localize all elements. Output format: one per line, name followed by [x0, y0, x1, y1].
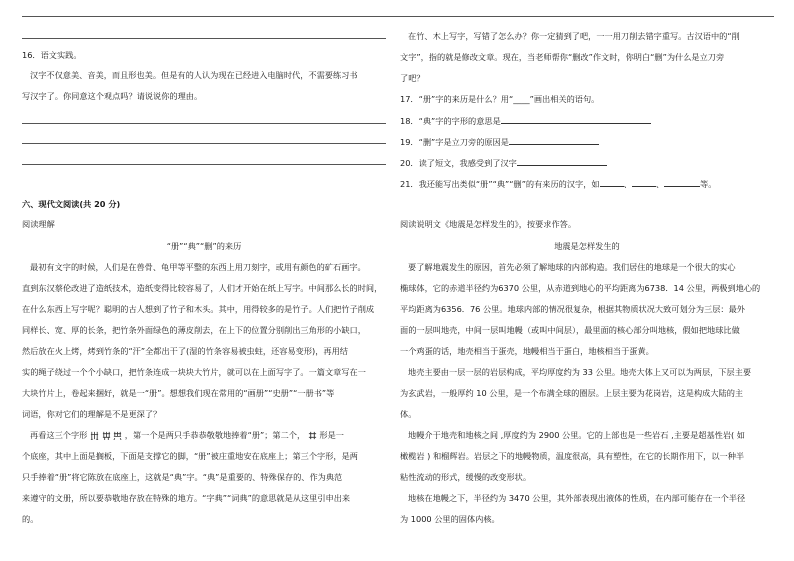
question-text: 21．我还能写出类似“册”“典”“删”的有来历的汉字，如 — [400, 179, 600, 189]
paragraph-line: 为 1000 公里的固体内核。 — [400, 514, 500, 524]
paragraph-line: 个底座，其中上面是搁板，下面是支撑它的脚，“册”被庄重地安在底座上；第三个字形，是两 — [22, 451, 358, 461]
question-17: 17．“册”字的来历是什么？用“____”画出相关的语句。 — [400, 94, 600, 104]
q16-heading: 16．语文实践。 — [22, 50, 82, 60]
paragraph-line: 直到东汉蔡伦改进了造纸技术，造纸变得比较容易了，人们才开始在纸上写字。中间那么长的时间， — [22, 283, 383, 293]
answer-blank[interactable] — [600, 178, 624, 187]
paragraph-line: 地幔介于地壳和地核之间 ,厚度约为 2900 公里。它的上部也是一些岩石 ,主要是超基性岩( 如 — [408, 430, 745, 440]
answer-line — [22, 38, 386, 39]
paragraph-line: 椭球体，它的赤道半径约为6370 公里，从赤道到地心的平均距离为6738．14 公里，两极到地心的 — [400, 283, 761, 293]
paragraph-line: 的。 — [22, 514, 39, 524]
paragraph-line: 然后放在火上烤，烤到竹条的“汗”全都出干了(湿的竹条容易被虫蛀，还容易变形)，再用结 — [22, 346, 348, 356]
ancient-glyph-icon — [90, 431, 99, 440]
ancient-glyph-icon — [102, 431, 111, 440]
question-text: 18．“典”字的字形的意思是 — [400, 116, 501, 126]
reading-label: 阅读理解 — [22, 219, 55, 229]
paragraph-line: 一个鸡蛋的话，地壳相当于蛋壳，地幔相当于蛋白，地核相当于蛋黄。 — [400, 346, 654, 356]
paragraph-line: 在竹、木上写字，写错了怎么办？你一定猜到了吧，一一用刀削去错字重写。古汉语中的“削 — [408, 31, 740, 41]
article-title: “册”“典”“删”的来历 — [166, 241, 242, 251]
paragraph-line: 了吧？ — [400, 73, 425, 83]
paragraph-line: 在什么东西上写字呢？聪明的古人想到了竹子和木头。其中，用得较多的是竹子。人们把竹子削成 — [22, 304, 375, 314]
paragraph-line: 大块竹片上，卷起来捆好，就是一“册”。想想我们现在常用的“画册”“史册”“一册书”等 — [22, 388, 335, 398]
section-title: 六、现代文阅读(共 20 分) — [22, 199, 121, 209]
paragraph-text: 形是一 — [319, 430, 344, 440]
separator: 、 — [623, 179, 632, 189]
paragraph-line: 同样长、宽、厚的长条，把竹条外面绿色的薄皮削去，在上下的位置分别削出三角形的小缺口， — [22, 325, 366, 335]
question-20 — [400, 157, 774, 169]
paragraph-line — [30, 430, 386, 441]
answer-line[interactable] — [22, 164, 386, 165]
question-21 — [400, 178, 774, 190]
paragraph-text: ，第一个是两只手恭恭敬敬地捧着“册”；第二个， — [124, 430, 306, 440]
question-19 — [400, 136, 774, 148]
paragraph-line: 橄榄岩 ) 和榴辉岩。岩层之下的地幔物质，温度很高，具有塑性，在它的长期作用下，以一种半 — [400, 451, 745, 461]
answer-line[interactable] — [22, 143, 386, 144]
question-text: 等。 — [700, 179, 717, 189]
q16-text: 汉字不仅意美、音美，而且形也美。但是有的人认为现在已经进入电脑时代，不需要练习书 — [30, 70, 358, 80]
q16-text: 写汉字了。你同意这个观点吗？请说说你的理由。 — [22, 91, 203, 101]
answer-blank[interactable] — [501, 115, 651, 124]
paragraph-line: 文字”，指的就是修改文章。现在，当老师帮你“删改”作文时，你明白“删”为什么是立刀旁 — [400, 52, 725, 62]
ancient-glyph-icon — [113, 431, 122, 440]
separator: 、 — [655, 179, 665, 189]
paragraph-line: 来遵守的文册，所以要恭敬地存放在特殊的地方。“字典”“词典”的意思就是从这里引申出来 — [22, 493, 351, 503]
paragraph-line: 地壳主要由一层一层的岩层构成，平均厚度约为 33 公里。地壳大体上又可以为两层，下层主要 — [408, 367, 752, 377]
answer-line[interactable] — [22, 123, 386, 124]
question-18 — [400, 115, 774, 127]
paragraph-line: 最初有文字的时候，人们是在兽骨、龟甲等平整的东西上用刀刻字，或用有颜色的矿石画字。 — [30, 262, 366, 272]
paragraph-line: 词语，你对它们的理解是不是更深了？ — [22, 409, 162, 419]
ancient-glyph-icon — [308, 431, 317, 440]
question-text: 19．“删”字是立刀旁的原因是 — [400, 137, 509, 147]
paragraph-text: 再看这三个字形 — [30, 430, 88, 440]
article-title: 地震是怎样发生的 — [554, 241, 620, 251]
answer-blank[interactable] — [509, 136, 599, 145]
top-rule — [22, 16, 774, 17]
answer-blank[interactable] — [632, 178, 656, 187]
question-text: 20．读了短文，我感受到了汉字 — [400, 158, 517, 168]
answer-blank[interactable] — [517, 157, 607, 166]
paragraph-line: 平均距离为6356．76 公里。地球内部的情况很复杂，根据其物质状况大致可划分为三层：最外 — [400, 304, 745, 314]
paragraph-line: 面的一层叫地壳，中间一层叫地幔（或叫中间层），最里面的核心部分叫地核，假如把地球比做 — [400, 325, 740, 335]
paragraph-line: 为玄武岩，一般厚约 10 公里，是一个布满全球的圈层。上层主要为花岗岩，这是构成大陆的主 — [400, 388, 744, 398]
paragraph-line: 实的绳子绕过一个个小缺口，把竹条连成一块块大竹片，就可以在上面写字了。一篇文章写在一 — [22, 367, 366, 377]
paragraph-line: 体。 — [400, 409, 417, 419]
paragraph-line: 地核在地幔之下，半径约为 3470 公里，其外部表现出液体的性质，在内部可能存在一个半径 — [408, 493, 746, 503]
reading-instruction: 阅读说明文《地震是怎样发生的》，按要求作答。 — [400, 219, 577, 229]
answer-blank[interactable] — [664, 178, 700, 187]
paragraph-line: 粘性流动的形式，缓慢的改变形状。 — [400, 472, 532, 482]
paragraph-line: 只手捧着“册”将它陈放在底座上，这就是“典”字。“典”是重要的、特殊保存的、作为典范 — [22, 472, 343, 482]
paragraph-line: 要了解地震发生的原因，首先必须了解地球的内部构造。我们居住的地球是一个很大的实心 — [408, 262, 736, 272]
